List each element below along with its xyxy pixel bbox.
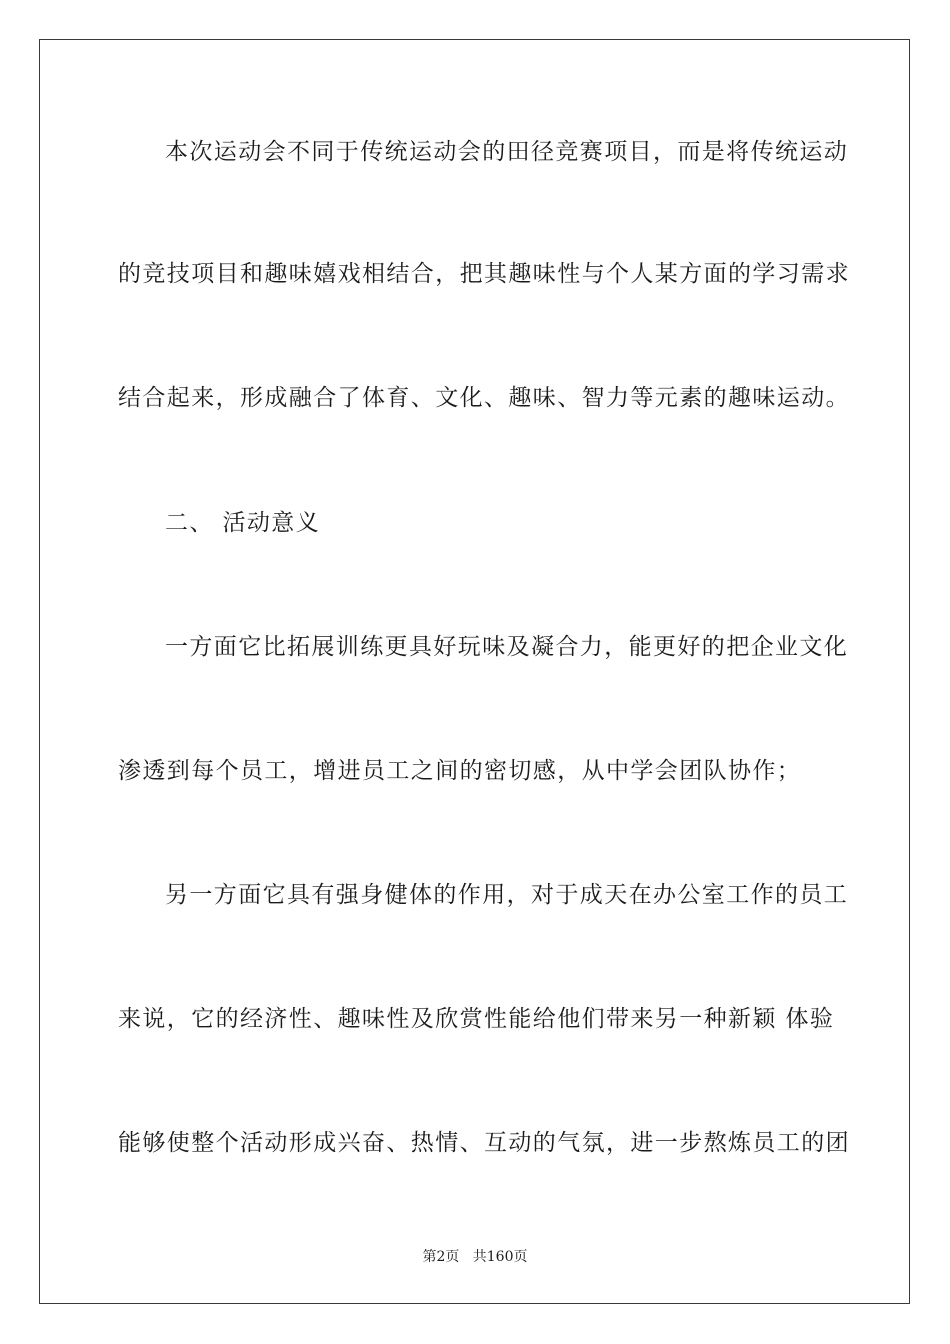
page-footer [0,1248,950,1266]
paragraph-2-line-1: 一方面它比拓展训练更具好玩味及凝合力，能更好的把企业文化 [165,634,849,660]
paragraph-2-line-2: 渗透到每个员工，增进员工之间的密切感，从中学会团队协作； [118,758,802,784]
page-total: 共160页 [472,1249,528,1265]
paragraph-3-line-1: 另一方面它具有强身健体的作用，对于成天在办公室工作的员工 [165,882,849,908]
page-number: 第2页 [422,1249,460,1265]
paragraph-1-line-3: 结合起来，形成融合了体育、文化、趣味、智力等元素的趣味运动。 [118,385,850,411]
paragraph-3-line-2: 来说，它的经济性、趣味性及欣赏性能给他们带来另一种新颖 体验 [118,1006,835,1032]
paragraph-1-line-1: 本次运动会不同于传统运动会的田径竞赛项目，而是将传统运动 [165,139,849,165]
page-frame [39,39,910,1304]
paragraph-3-line-3: 能够使整个活动形成兴奋、热情、互动的气氛，进一步熬炼员工的团 [118,1130,850,1156]
paragraph-1-line-2: 的竞技项目和趣味嬉戏相结合，把其趣味性与个人某方面的学习需求 [118,261,850,287]
section-heading: 二、 活动意义 [165,510,321,536]
